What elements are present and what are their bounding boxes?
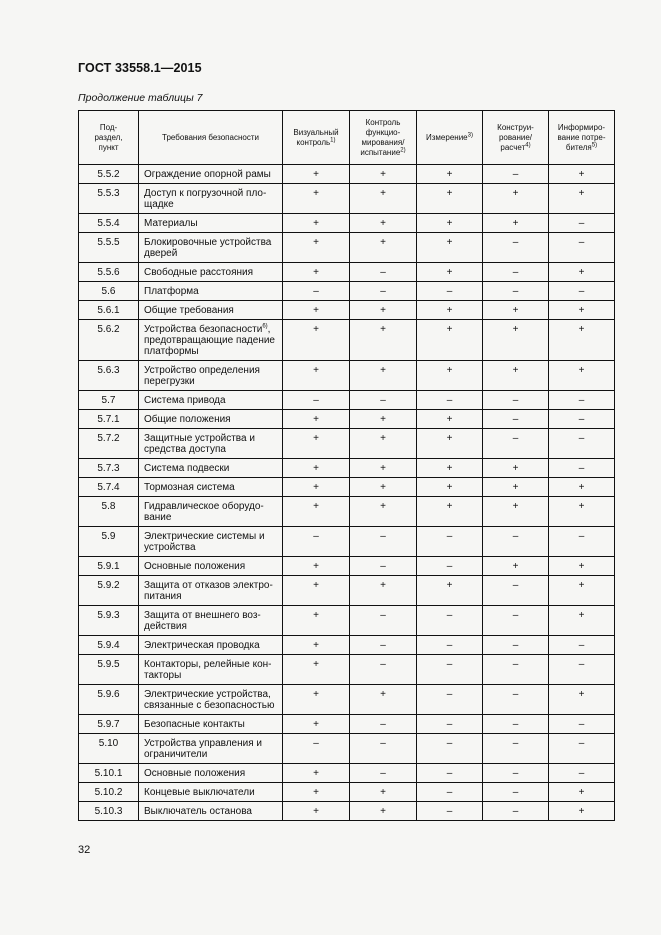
table-row	[79, 685, 615, 715]
header-line: мирования/	[361, 137, 405, 147]
user-information-mark: –	[549, 764, 615, 783]
requirement-line: Контакторы, релейные кон-	[144, 659, 272, 670]
header-section-line: Под-	[99, 122, 118, 132]
requirement-line: устройства	[144, 542, 196, 553]
requirement-cell	[139, 233, 283, 263]
requirement-line: Основные положения	[144, 561, 246, 572]
requirement-cell	[139, 263, 283, 282]
header-line: Контроль	[365, 117, 401, 127]
requirement-line: Гидравлическое оборудо-	[144, 501, 264, 512]
visual-control-mark: +	[283, 301, 350, 320]
function-test-mark: –	[350, 734, 417, 764]
function-test-mark: +	[350, 459, 417, 478]
requirement-cell	[139, 391, 283, 410]
design-calculation-mark: –	[483, 655, 549, 685]
user-information-mark: +	[549, 184, 615, 214]
requirement-line: средства доступа	[144, 444, 226, 455]
visual-control-mark: +	[283, 655, 350, 685]
measurement-mark: +	[417, 320, 483, 361]
design-calculation-mark: +	[483, 214, 549, 233]
requirement-line: Защитные устройства и	[144, 433, 255, 444]
requirement-cell	[139, 557, 283, 576]
requirement-cell	[139, 214, 283, 233]
table-row	[79, 263, 615, 282]
visual-control-mark: +	[283, 764, 350, 783]
header-requirement	[139, 111, 283, 165]
requirement-line: Электрические устройства,	[144, 689, 271, 700]
visual-control-mark: +	[283, 459, 350, 478]
section-cell: 5.9	[79, 527, 139, 557]
function-test-mark: +	[350, 429, 417, 459]
requirement-line: платформы	[144, 346, 199, 357]
visual-control-mark: –	[283, 734, 350, 764]
user-information-mark: –	[549, 429, 615, 459]
user-information-mark: –	[549, 410, 615, 429]
user-information-mark: +	[549, 320, 615, 361]
design-calculation-mark: –	[483, 165, 549, 184]
requirement-line: Концевые выключатели	[144, 787, 255, 798]
table-row	[79, 320, 615, 361]
requirement-cell	[139, 301, 283, 320]
measurement-mark: –	[417, 764, 483, 783]
function-test-mark: +	[350, 301, 417, 320]
requirement-cell	[139, 606, 283, 636]
user-information-mark: +	[549, 783, 615, 802]
requirement-line: такторы	[144, 670, 182, 681]
function-test-mark: –	[350, 636, 417, 655]
visual-control-mark: –	[283, 282, 350, 301]
user-information-mark: –	[549, 527, 615, 557]
measurement-mark: –	[417, 655, 483, 685]
header-visual-control	[283, 111, 350, 165]
requirement-cell	[139, 459, 283, 478]
table-row	[79, 301, 615, 320]
measurement-mark: –	[417, 685, 483, 715]
function-test-mark: +	[350, 165, 417, 184]
visual-control-mark: +	[283, 802, 350, 821]
header-requirement-label: Требования безопасности	[162, 132, 259, 142]
function-test-mark: –	[350, 715, 417, 734]
requirement-line: питания	[144, 591, 182, 602]
measurement-mark: –	[417, 783, 483, 802]
section-cell: 5.9.2	[79, 576, 139, 606]
measurement-mark: –	[417, 715, 483, 734]
requirement-cell	[139, 165, 283, 184]
table-row	[79, 497, 615, 527]
function-test-mark: +	[350, 478, 417, 497]
design-calculation-mark: –	[483, 783, 549, 802]
design-calculation-mark: –	[483, 263, 549, 282]
requirement-punctuation: ,	[267, 324, 271, 335]
table-row	[79, 282, 615, 301]
requirement-line: Система подвески	[144, 463, 230, 474]
user-information-mark: –	[549, 655, 615, 685]
header-design-calculation	[483, 111, 549, 165]
table-row	[79, 361, 615, 391]
requirement-line: Тормозная система	[144, 482, 235, 493]
visual-control-mark: +	[283, 478, 350, 497]
requirement-line: Материалы	[144, 218, 198, 229]
section-cell: 5.9.5	[79, 655, 139, 685]
requirement-line: Блокировочные устройства	[144, 237, 272, 248]
table-body	[79, 165, 615, 821]
requirement-cell	[139, 497, 283, 527]
measurement-mark: +	[417, 459, 483, 478]
requirement-line: Защита от отказов электро-	[144, 580, 273, 591]
requirement-cell	[139, 636, 283, 655]
function-test-mark: +	[350, 320, 417, 361]
table-row	[79, 527, 615, 557]
section-cell: 5.8	[79, 497, 139, 527]
document-title: ГОСТ 33558.1—2015	[78, 61, 202, 75]
measurement-mark: +	[417, 301, 483, 320]
user-information-mark: +	[549, 478, 615, 497]
header-line: Информиро-	[557, 122, 606, 132]
design-calculation-mark: –	[483, 715, 549, 734]
requirement-cell	[139, 715, 283, 734]
table-row	[79, 214, 615, 233]
visual-control-mark: +	[283, 715, 350, 734]
measurement-mark: –	[417, 557, 483, 576]
table-row	[79, 606, 615, 636]
requirement-cell	[139, 429, 283, 459]
table-caption: Продолжение таблицы 7	[78, 92, 203, 104]
user-information-mark: +	[549, 606, 615, 636]
section-cell: 5.6.3	[79, 361, 139, 391]
requirement-line: Устройство определения	[144, 365, 260, 376]
function-test-mark: –	[350, 655, 417, 685]
requirement-cell	[139, 576, 283, 606]
visual-control-mark: –	[283, 391, 350, 410]
function-test-mark: +	[350, 233, 417, 263]
section-cell: 5.9.4	[79, 636, 139, 655]
measurement-mark: –	[417, 391, 483, 410]
design-calculation-mark: –	[483, 282, 549, 301]
measurement-mark: +	[417, 478, 483, 497]
requirement-line: Свободные расстояния	[144, 267, 254, 278]
requirement-line: Платформа	[144, 286, 199, 297]
safety-requirements-table	[78, 110, 615, 821]
measurement-mark: –	[417, 527, 483, 557]
table-row	[79, 636, 615, 655]
visual-control-mark: +	[283, 685, 350, 715]
table-row	[79, 478, 615, 497]
header-line: бителя	[565, 142, 592, 152]
user-information-mark: +	[549, 576, 615, 606]
requirement-line: вание	[144, 512, 172, 523]
section-cell: 5.6.2	[79, 320, 139, 361]
visual-control-mark: +	[283, 320, 350, 361]
requirement-line: Система привода	[144, 395, 226, 406]
header-function-test	[350, 111, 417, 165]
user-information-mark: –	[549, 282, 615, 301]
header-line: Визуальный	[293, 127, 339, 137]
section-cell: 5.10.1	[79, 764, 139, 783]
function-test-mark: –	[350, 527, 417, 557]
visual-control-mark: +	[283, 557, 350, 576]
section-cell: 5.9.7	[79, 715, 139, 734]
requirement-line: Выключатель останова	[144, 806, 252, 817]
requirement-cell	[139, 685, 283, 715]
user-information-mark: +	[549, 685, 615, 715]
requirement-line: дверей	[144, 248, 178, 259]
visual-control-mark: +	[283, 263, 350, 282]
measurement-mark: +	[417, 263, 483, 282]
visual-control-mark: +	[283, 233, 350, 263]
function-test-mark: –	[350, 263, 417, 282]
design-calculation-mark: –	[483, 606, 549, 636]
design-calculation-mark: +	[483, 184, 549, 214]
function-test-mark: –	[350, 557, 417, 576]
design-calculation-mark: +	[483, 320, 549, 361]
table-row	[79, 783, 615, 802]
user-information-mark: +	[549, 557, 615, 576]
requirement-cell	[139, 361, 283, 391]
requirement-line: Ограждение опорной рамы	[144, 169, 271, 180]
header-row	[79, 111, 615, 165]
section-cell: 5.6	[79, 282, 139, 301]
header-section-line: пункт	[98, 142, 119, 152]
design-calculation-mark: –	[483, 410, 549, 429]
requirement-line: Основные положения	[144, 768, 246, 779]
function-test-mark: –	[350, 764, 417, 783]
design-calculation-mark: –	[483, 576, 549, 606]
section-cell: 5.7.4	[79, 478, 139, 497]
table-row	[79, 233, 615, 263]
function-test-mark: +	[350, 685, 417, 715]
footnote-mark: 2)	[400, 146, 406, 153]
footnote-mark: 1)	[330, 136, 336, 143]
requirement-cell	[139, 734, 283, 764]
requirement-cell	[139, 478, 283, 497]
measurement-mark: +	[417, 497, 483, 527]
section-cell: 5.7.3	[79, 459, 139, 478]
visual-control-mark: +	[283, 184, 350, 214]
design-calculation-mark: +	[483, 361, 549, 391]
design-calculation-mark: –	[483, 764, 549, 783]
header-line: расчет	[500, 142, 526, 152]
section-cell: 5.6.1	[79, 301, 139, 320]
table-row	[79, 764, 615, 783]
visual-control-mark: +	[283, 165, 350, 184]
section-cell: 5.7	[79, 391, 139, 410]
design-calculation-mark: –	[483, 685, 549, 715]
function-test-mark: +	[350, 410, 417, 429]
table-row	[79, 715, 615, 734]
requirement-line: Электрическая проводка	[144, 640, 260, 651]
requirement-cell	[139, 184, 283, 214]
requirement-cell	[139, 783, 283, 802]
measurement-mark: –	[417, 636, 483, 655]
user-information-mark: +	[549, 497, 615, 527]
table-row	[79, 734, 615, 764]
user-information-mark: –	[549, 636, 615, 655]
function-test-mark: –	[350, 606, 417, 636]
measurement-mark: +	[417, 361, 483, 391]
section-cell: 5.9.6	[79, 685, 139, 715]
table-row	[79, 184, 615, 214]
function-test-mark: +	[350, 214, 417, 233]
requirement-cell	[139, 282, 283, 301]
function-test-mark: +	[350, 783, 417, 802]
visual-control-mark: +	[283, 497, 350, 527]
user-information-mark: +	[549, 263, 615, 282]
table-row	[79, 410, 615, 429]
visual-control-mark: +	[283, 636, 350, 655]
visual-control-mark: +	[283, 576, 350, 606]
function-test-mark: +	[350, 802, 417, 821]
measurement-mark: +	[417, 233, 483, 263]
requirement-line: ограничители	[144, 749, 208, 760]
measurement-mark: –	[417, 734, 483, 764]
measurement-mark: +	[417, 576, 483, 606]
requirement-line: Устройства управления и	[144, 738, 262, 749]
section-cell: 5.9.3	[79, 606, 139, 636]
section-cell: 5.5.6	[79, 263, 139, 282]
header-line: Измерение	[426, 132, 468, 142]
design-calculation-mark: –	[483, 802, 549, 821]
user-information-mark: –	[549, 715, 615, 734]
user-information-mark: +	[549, 361, 615, 391]
table-row	[79, 576, 615, 606]
header-section	[79, 111, 139, 165]
header-user-information	[549, 111, 615, 165]
header-section-line: раздел,	[94, 132, 123, 142]
table-row	[79, 165, 615, 184]
design-calculation-mark: +	[483, 557, 549, 576]
user-information-mark: +	[549, 802, 615, 821]
section-cell: 5.9.1	[79, 557, 139, 576]
header-line: испытание	[360, 147, 401, 157]
section-cell: 5.10	[79, 734, 139, 764]
design-calculation-mark: –	[483, 636, 549, 655]
header-line: Конструи-	[497, 122, 534, 132]
requirement-cell	[139, 410, 283, 429]
table-row	[79, 429, 615, 459]
measurement-mark: +	[417, 214, 483, 233]
footnote-mark: 5)	[591, 141, 598, 148]
table-row	[79, 391, 615, 410]
measurement-mark: +	[417, 184, 483, 214]
user-information-mark: +	[549, 301, 615, 320]
requirement-cell	[139, 655, 283, 685]
header-line: рование/	[498, 132, 533, 142]
footnote-mark: 6)	[262, 323, 268, 330]
section-cell: 5.5.5	[79, 233, 139, 263]
header-measurement	[417, 111, 483, 165]
visual-control-mark: +	[283, 429, 350, 459]
function-test-mark: +	[350, 184, 417, 214]
requirement-line: Безопасные контакты	[144, 719, 245, 730]
user-information-mark: –	[549, 391, 615, 410]
user-information-mark: –	[549, 459, 615, 478]
requirement-line: действия	[144, 621, 187, 632]
user-information-mark: +	[549, 165, 615, 184]
function-test-mark: +	[350, 576, 417, 606]
design-calculation-mark: –	[483, 734, 549, 764]
function-test-mark: –	[350, 282, 417, 301]
page-number: 32	[78, 844, 91, 856]
table-row	[79, 655, 615, 685]
section-cell: 5.10.3	[79, 802, 139, 821]
visual-control-mark: +	[283, 214, 350, 233]
user-information-mark: –	[549, 233, 615, 263]
design-calculation-mark: +	[483, 497, 549, 527]
function-test-mark: +	[350, 497, 417, 527]
visual-control-mark: –	[283, 527, 350, 557]
table-row	[79, 557, 615, 576]
visual-control-mark: +	[283, 783, 350, 802]
header-line: функцио-	[365, 127, 401, 137]
requirement-line: Устройства безопасности	[144, 324, 263, 335]
design-calculation-mark: +	[483, 478, 549, 497]
requirement-cell	[139, 802, 283, 821]
design-calculation-mark: +	[483, 459, 549, 478]
design-calculation-mark: +	[483, 301, 549, 320]
requirement-line: щадке	[144, 199, 174, 210]
requirement-cell	[139, 527, 283, 557]
measurement-mark: +	[417, 410, 483, 429]
function-test-mark: –	[350, 391, 417, 410]
measurement-mark: +	[417, 165, 483, 184]
footnote-mark: 3)	[467, 131, 473, 138]
footnote-mark: 4)	[525, 141, 531, 148]
function-test-mark: +	[350, 361, 417, 391]
visual-control-mark: +	[283, 606, 350, 636]
design-calculation-mark: –	[483, 391, 549, 410]
requirement-line: предотвращающие падение	[144, 335, 275, 346]
user-information-mark: –	[549, 214, 615, 233]
section-cell: 5.5.3	[79, 184, 139, 214]
visual-control-mark: +	[283, 410, 350, 429]
requirement-cell	[139, 320, 283, 361]
header-line: вание потре-	[557, 132, 606, 142]
requirement-line: связанные с безопасностью	[144, 700, 275, 711]
table-row	[79, 459, 615, 478]
requirement-line: Электрические системы и	[144, 531, 265, 542]
table-row	[79, 802, 615, 821]
section-cell: 5.7.1	[79, 410, 139, 429]
user-information-mark: –	[549, 734, 615, 764]
measurement-mark: –	[417, 282, 483, 301]
measurement-mark: –	[417, 802, 483, 821]
section-cell: 5.7.2	[79, 429, 139, 459]
section-cell: 5.10.2	[79, 783, 139, 802]
requirement-cell	[139, 764, 283, 783]
design-calculation-mark: –	[483, 527, 549, 557]
design-calculation-mark: –	[483, 233, 549, 263]
visual-control-mark: +	[283, 361, 350, 391]
measurement-mark: –	[417, 606, 483, 636]
requirement-line: Защита от внешнего воз-	[144, 610, 261, 621]
requirement-line: перегрузки	[144, 376, 195, 387]
section-cell: 5.5.2	[79, 165, 139, 184]
header-line: контроль	[296, 137, 331, 147]
section-cell: 5.5.4	[79, 214, 139, 233]
design-calculation-mark: –	[483, 429, 549, 459]
requirement-line: Доступ к погрузочной пло-	[144, 188, 267, 199]
requirement-line: Общие требования	[144, 305, 234, 316]
requirement-line: Общие положения	[144, 414, 231, 425]
measurement-mark: +	[417, 429, 483, 459]
